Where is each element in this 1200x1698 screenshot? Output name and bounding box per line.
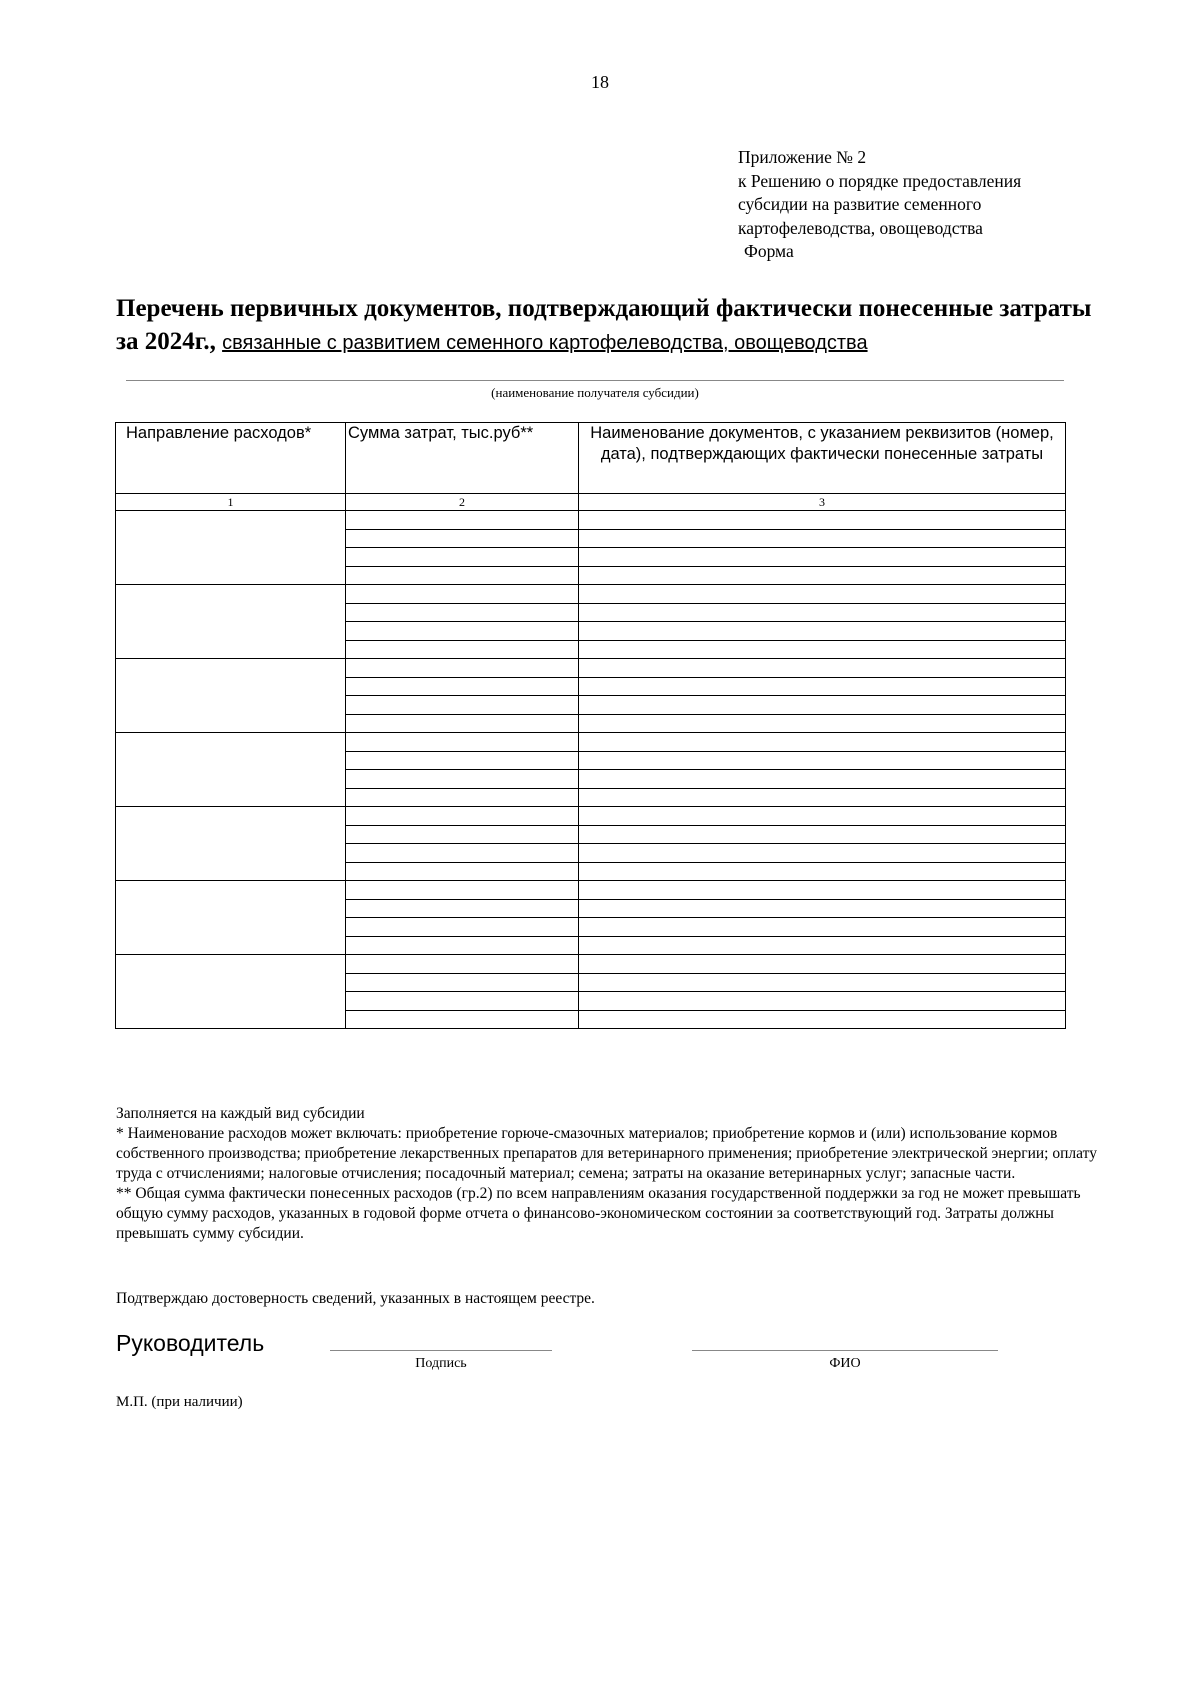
signatory-role: Руководитель [116,1330,265,1356]
column-number: 1 [116,494,346,511]
signature-line[interactable] [330,1350,552,1351]
expense-direction-cell[interactable] [116,807,346,881]
recipient-caption: (наименование получателя субсидии) [491,385,699,400]
document-details-cell[interactable] [579,640,1066,659]
note-fill-instruction: Заполняется на каждый вид субсидии [116,1105,365,1122]
notes-block [116,1104,1106,1244]
cost-amount-cell[interactable] [346,992,579,1011]
note-total-limit: ** Общая сумма фактически понесенных расходов (гр.2) по всем направлениям оказания государственной поддержки за год не может превышать общую сумму расходов, указанных в годовой форме отчета о финансово-экономическом состоянии за соответствующий год. Затраты должны превышать сумму субсидии. [116,1185,1081,1242]
document-details-cell[interactable] [579,696,1066,715]
cost-amount-cell[interactable] [346,622,579,641]
cost-amount-cell[interactable] [346,733,579,752]
cost-amount-cell[interactable] [346,566,579,585]
cost-amount-cell[interactable] [346,825,579,844]
cost-amount-cell[interactable] [346,511,579,530]
cost-amount-cell[interactable] [346,899,579,918]
expense-direction-cell[interactable] [116,659,346,733]
cost-amount-cell[interactable] [346,529,579,548]
full-name-line[interactable] [692,1350,998,1351]
document-details-cell[interactable] [579,585,1066,604]
document-details-cell[interactable] [579,788,1066,807]
column-number: 3 [579,494,1066,511]
document-details-cell[interactable] [579,733,1066,752]
cost-amount-cell[interactable] [346,677,579,696]
column-number: 2 [346,494,579,511]
header-documents: Наименование документов, с указанием реквизитов (номер, дата), подтверждающих фактически понесенные затраты [579,423,1066,494]
table-row [116,733,1066,752]
stamp-note: М.П. (при наличии) [116,1394,243,1410]
cost-amount-cell[interactable] [346,955,579,974]
document-details-cell[interactable] [579,548,1066,567]
document-details-cell[interactable] [579,973,1066,992]
document-details-cell[interactable] [579,751,1066,770]
document-details-cell[interactable] [579,844,1066,863]
title-bold: Перечень первичных документов, подтверждающий фактически понесенные затраты за 2024г., [116,295,1092,355]
cost-amount-cell[interactable] [346,640,579,659]
appendix-line: субсидии на развитие семенного [738,194,982,214]
table-row [116,511,1066,530]
appendix-line: к Решению о порядке предоставления [738,170,1022,191]
cost-amount-cell[interactable] [346,844,579,863]
cost-amount-cell[interactable] [346,585,579,604]
document-details-cell[interactable] [579,899,1066,918]
document-details-cell[interactable] [579,677,1066,696]
document-details-cell[interactable] [579,566,1066,585]
cost-amount-cell[interactable] [346,862,579,881]
appendix-form-label: Форма [744,241,794,261]
document-details-cell[interactable] [579,1010,1066,1029]
cost-amount-cell[interactable] [346,936,579,955]
cost-amount-cell[interactable] [346,751,579,770]
appendix-line: картофелеводства, овощеводства [738,217,983,238]
document-details-cell[interactable] [579,992,1066,1011]
page-number: 18 [591,72,609,92]
cost-amount-cell[interactable] [346,788,579,807]
expense-direction-cell[interactable] [116,511,346,585]
expense-direction-cell[interactable] [116,881,346,955]
cost-amount-cell[interactable] [346,918,579,937]
note-expense-types: * Наименование расходов может включать: приобретение горюче-смазочных материалов; приобретение кормов и (или) использование кормов собственного производства; приобретение лекарственных препаратов для ветеринарного применения; приобретение электрической энергии; оплату труда с отчислениями; налоговые отчисления; посадочный материал; семена; затраты на оказание ветеринарных услуг; запасные части. [116,1125,1097,1182]
document-details-cell[interactable] [579,529,1066,548]
appendix-block [738,146,1021,264]
table-row [116,585,1066,604]
document-details-cell[interactable] [579,881,1066,900]
appendix-line: Приложение № 2 [738,147,867,167]
confirmation-text: Подтверждаю достоверность сведений, указанных в настоящем реестре. [116,1290,595,1307]
title-subject: связанные с развитием семенного картофелеводства, овощеводства [222,332,868,354]
expense-direction-cell[interactable] [116,733,346,807]
signature-caption: Подпись [415,1356,467,1371]
header-expense-direction: Направление расходов* [116,423,346,494]
cost-amount-cell[interactable] [346,659,579,678]
cost-amount-cell[interactable] [346,714,579,733]
document-details-cell[interactable] [579,511,1066,530]
document-details-cell[interactable] [579,714,1066,733]
document-details-cell[interactable] [579,936,1066,955]
column-numbers-row [116,494,1066,511]
table-row [116,807,1066,826]
document-title [116,292,1116,360]
recipient-name-line [126,380,1064,381]
full-name-caption: ФИО [829,1356,861,1371]
expense-direction-cell[interactable] [116,955,346,1029]
cost-amount-cell[interactable] [346,881,579,900]
cost-amount-cell[interactable] [346,548,579,567]
document-details-cell[interactable] [579,807,1066,826]
header-cost-amount: Сумма затрат, тыс.руб** [346,423,579,494]
cost-amount-cell[interactable] [346,770,579,789]
table-row [116,955,1066,974]
cost-amount-cell[interactable] [346,696,579,715]
document-details-cell[interactable] [579,603,1066,622]
cost-amount-cell[interactable] [346,807,579,826]
table-row [116,659,1066,678]
cost-amount-cell[interactable] [346,973,579,992]
cost-amount-cell[interactable] [346,1010,579,1029]
table-row [116,881,1066,900]
document-details-cell[interactable] [579,622,1066,641]
document-details-cell[interactable] [579,659,1066,678]
document-details-cell[interactable] [579,770,1066,789]
document-details-cell[interactable] [579,955,1066,974]
document-details-cell[interactable] [579,918,1066,937]
expense-direction-cell[interactable] [116,585,346,659]
cost-amount-cell[interactable] [346,603,579,622]
document-details-cell[interactable] [579,825,1066,844]
document-details-cell[interactable] [579,862,1066,881]
documents-table [115,422,1066,1029]
